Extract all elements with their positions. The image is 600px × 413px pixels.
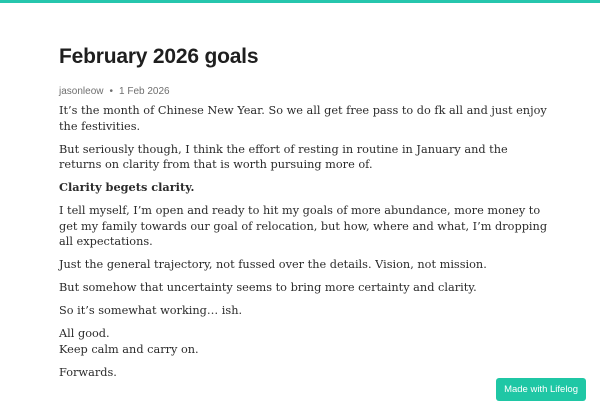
meta-separator: • bbox=[109, 86, 113, 97]
post-article bbox=[59, 44, 549, 388]
post-meta bbox=[59, 85, 549, 99]
made-with-lifelog-button[interactable]: Made with Lifelog bbox=[496, 378, 586, 401]
post-title: February 2026 goals bbox=[59, 45, 259, 68]
post-paragraph: It’s the month of Chinese New Year. So we all get free pass to do fk all and just enjoy the festivities. bbox=[59, 104, 547, 133]
post-paragraph: But seriously though, I think the effort of resting in routine in January and the returns on clarity from that is worth pursuing more of. bbox=[59, 142, 508, 171]
post-paragraph-bold: Clarity begets clarity. bbox=[59, 180, 195, 194]
post-paragraph: Forwards. bbox=[59, 365, 117, 379]
post-date: 1 Feb 2026 bbox=[119, 86, 170, 97]
post-line: All good. bbox=[59, 327, 110, 340]
post-paragraph: But somehow that uncertainty seems to bring more certainty and clarity. bbox=[59, 281, 477, 294]
top-accent-bar bbox=[0, 0, 600, 3]
post-body bbox=[59, 103, 549, 380]
author-link[interactable]: jasonleow bbox=[59, 86, 104, 97]
post-paragraph: So it’s somewhat working… ish. bbox=[59, 304, 243, 317]
post-line: Keep calm and carry on. bbox=[59, 342, 199, 356]
post-paragraph-multiline bbox=[59, 326, 549, 357]
post-paragraph: Just the general trajectory, not fussed over the details. Vision, not mission. bbox=[59, 258, 487, 271]
post-paragraph: I tell myself, I’m open and ready to hit my goals of more abundance, more money to get my family towards our goal of relocation, but how, where and what, I’m dropping all expectations. bbox=[59, 204, 548, 248]
